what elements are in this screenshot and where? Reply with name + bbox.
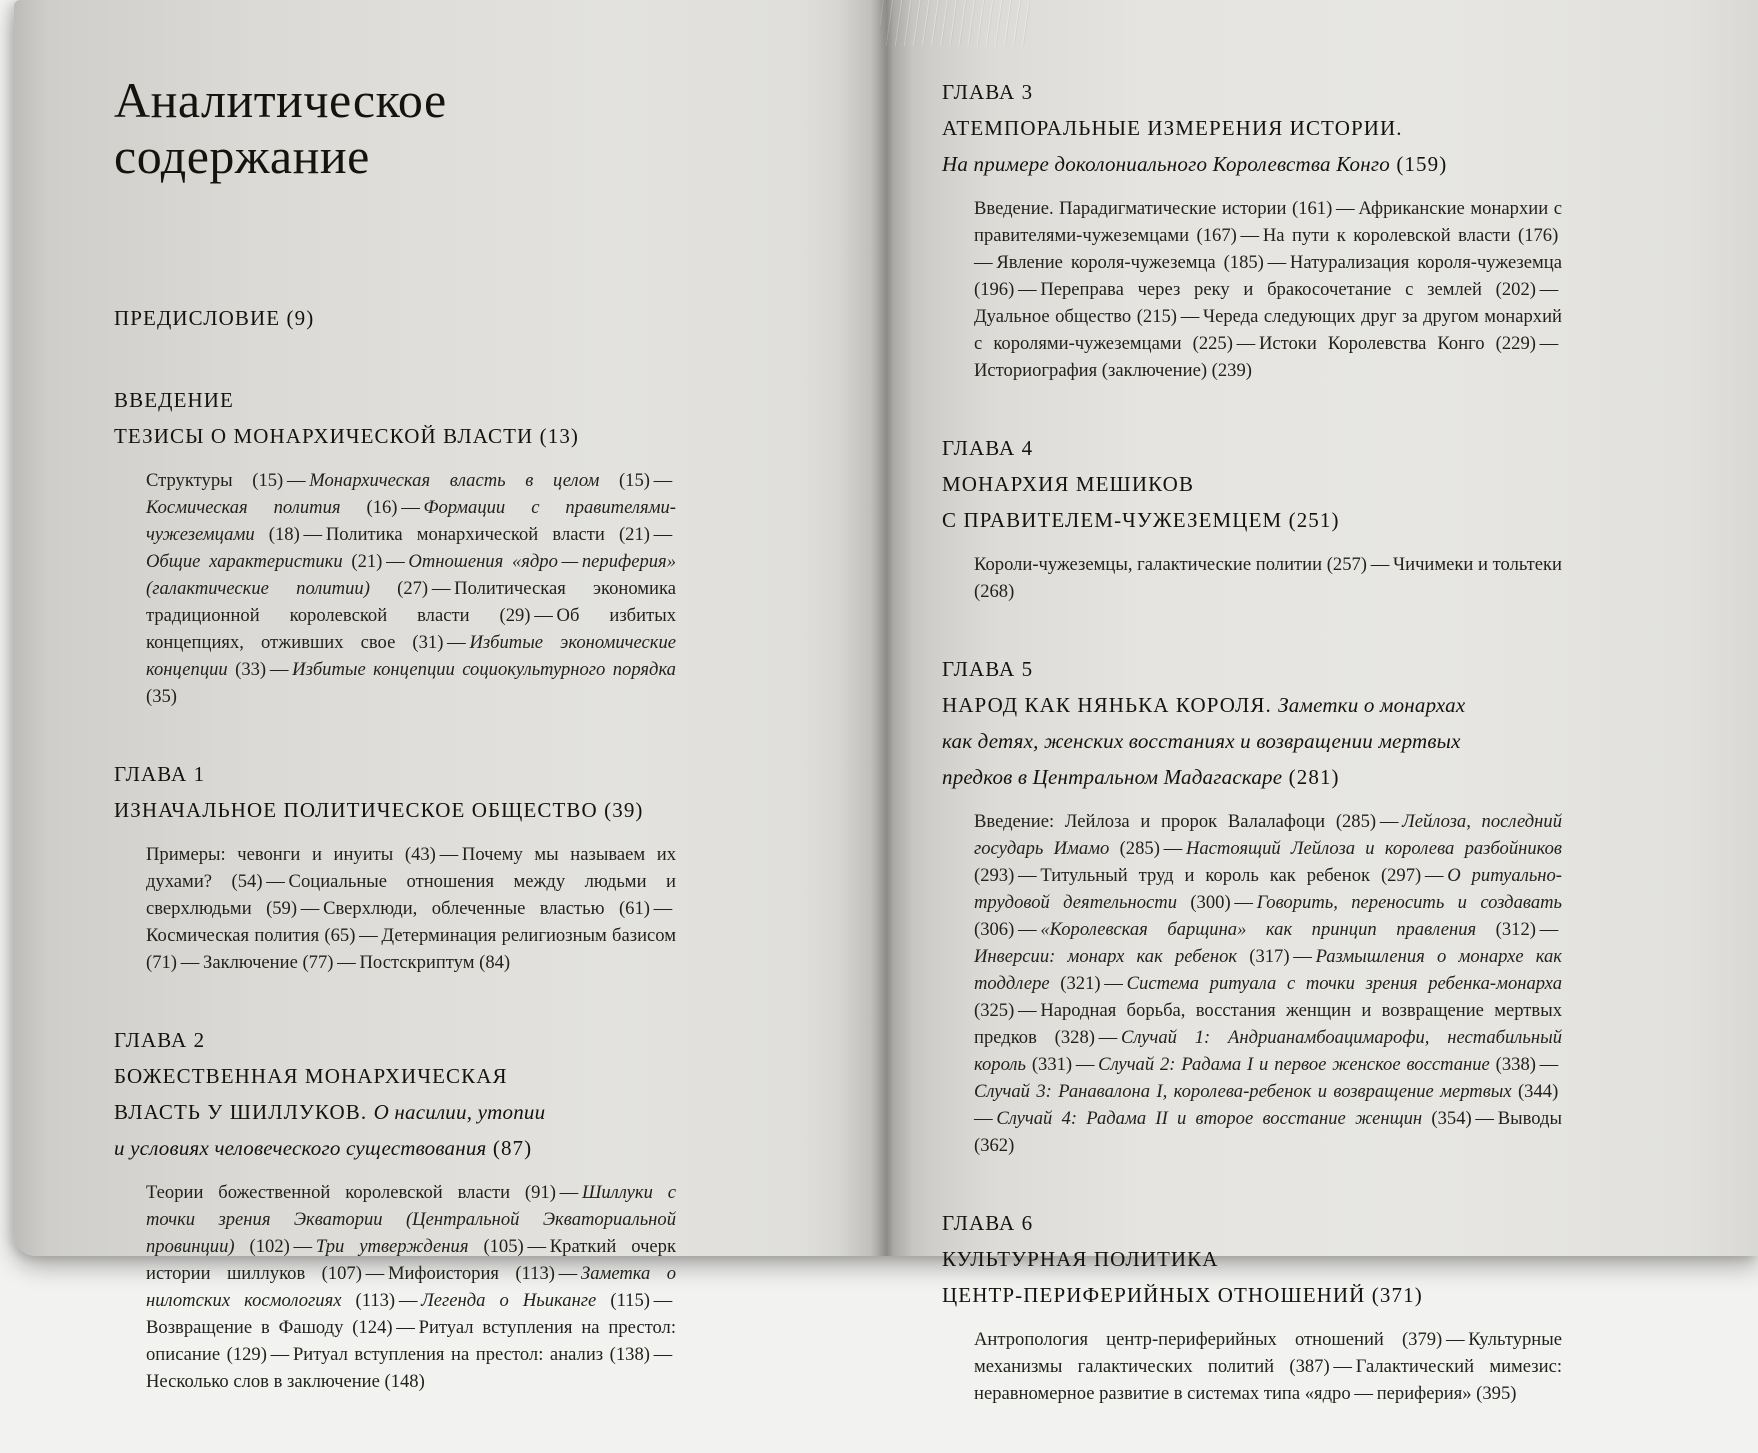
page-title-line-1: Аналитическое [114, 72, 676, 128]
right-page-content [942, 74, 1562, 1453]
section-heading: ГЛАВА 4 МОНАРХИЯ МЕШИКОВ С ПРАВИТЕЛЕМ-ЧУЖЕЗЕМЦЕМ (251) [942, 430, 1562, 538]
section-heading: ГЛАВА 6 КУЛЬТУРНАЯ ПОЛИТИКА ЦЕНТР-ПЕРИФЕРИЙНЫХ ОТНОШЕНИЙ (371) [942, 1205, 1562, 1313]
toc-section-chapter-1 [114, 756, 676, 976]
toc-section-chapter-3 [942, 74, 1562, 384]
toc-section-chapter-4 [942, 430, 1562, 605]
page-title [114, 72, 676, 184]
section-paragraph: Антропология центр-периферийных отношений (379) — Культурные механизмы галактических политий (387) — Галактический мимезис: неравномерное развитие в системах типа «ядро — периферия» (395) [974, 1326, 1562, 1407]
section-heading: ГЛАВА 3 АТЕМПОРАЛЬНЫЕ ИЗМЕРЕНИЯ ИСТОРИИ. На примере доколониального Королевства Конго (159) [942, 74, 1562, 182]
toc-section-introduction [114, 382, 676, 710]
section-heading: ГЛАВА 1 ИЗНАЧАЛЬНОЕ ПОЛИТИЧЕСКОЕ ОБЩЕСТВО (39) [114, 756, 676, 828]
section-heading: ГЛАВА 5 НАРОД КАК НЯНЬКА КОРОЛЯ. Заметки о монархах как детях, женских восстаниях и возвращении мертвых предков в Центральном Мадагаскаре (281) [942, 651, 1562, 795]
left-page-content [114, 72, 676, 1441]
section-heading: ВВЕДЕНИЕ ТЕЗИСЫ О МОНАРХИЧЕСКОЙ ВЛАСТИ (13) [114, 382, 676, 454]
section-paragraph: Введение. Парадигматические истории (161) — Африканские монархии с правителями-чужеземцами (167) — На пути к королевской власти (176) — Явление короля-чужеземца (185) — Натурализация короля-чужеземца (196) — Переправа через реку и бракосочетание с землей (202) — Дуальное общество (215) — Череда следующих друг за другом монархий с королями-чужеземцами (225) — Истоки Королевства Конго (229) — Историография (заключение) (239) [974, 195, 1562, 384]
section-paragraph: Структуры (15) — Монархическая власть в целом (15) — Космическая полития (16) — Формации с правителями-чужеземцами (18) — Политика монархической власти (21) — Общие характеристики (21) — Отношения «ядро — периферия» (галактические политии) (27) — Политическая экономика традиционной королевской власти (29) — Об избитых концепциях, отживших свое (31) — Избитые экономические концепции (33) — Избитые концепции социокультурного порядка (35) [146, 467, 676, 710]
section-heading: ПРЕДИСЛОВИЕ (9) [114, 300, 676, 336]
section-paragraph: Примеры: чевонги и инуиты (43) — Почему мы называем их духами? (54) — Социальные отношения между людьми и сверхлюдьми (59) — Сверхлюди, облеченные властью (61) — Космическая полития (65) — Детерминация религиозным базисом (71) — Заключение (77) — Постскриптум (84) [146, 841, 676, 976]
section-paragraph: Введение: Лейлоза и пророк Валалафоци (285) — Лейлоза, последний государь Имамо (285) — Настоящий Лейлоза и королева разбойников (293) — Титульный труд и король как ребенок (297) — О ритуально-трудовой деятельности (300) — Говорить, переносить и создавать (306) — «Королевская барщина» как принцип правления (312) — Инверсии: монарх как ребенок (317) — Размышления о монархе как тоддлере (321) — Система ритуала с точки зрения ребенка-монарха (325) — Народная борьба, восстания женщин и возвращение мертвых предков (328) — Случай 1: Андрианамбоацимарофи, нестабильный король (331) — Случай 2: Радама I и первое женское восстание (338) — Случай 3: Ранавалона I, королева-ребенок и возвращение мертвых (344) — Случай 4: Радама II и второе восстание женщин (354) — Выводы (362) [974, 808, 1562, 1159]
toc-section-chapter-5 [942, 651, 1562, 1159]
page-title-line-2: содержание [114, 128, 676, 184]
book-spread [14, 0, 1758, 1256]
section-heading: ГЛАВА 2 БОЖЕСТВЕННАЯ МОНАРХИЧЕСКАЯ ВЛАСТЬ У ШИЛЛУКОВ. О насилии, утопии и условиях человеческого существования (87) [114, 1022, 676, 1166]
toc-section-preface [114, 300, 676, 336]
section-paragraph: Короли-чужеземцы, галактические политии (257) — Чичимеки и тольтеки (268) [974, 551, 1562, 605]
toc-section-chapter-6 [942, 1205, 1562, 1407]
section-paragraph: Теории божественной королевской власти (91) — Шиллуки с точки зрения Экватории (Центральной Экваториальной провинции) (102) — Три утверждения (105) — Краткий очерк истории шиллуков (107) — Мифоистория (113) — Заметка о нилотских космологиях (113) — Легенда о Ньиканге (115) — Возвращение в Фашоду (124) — Ритуал вступления на престол: описание (129) — Ритуал вступления на престол: анализ (138) — Несколько слов в заключение (148) [146, 1179, 676, 1395]
toc-section-chapter-2 [114, 1022, 676, 1395]
